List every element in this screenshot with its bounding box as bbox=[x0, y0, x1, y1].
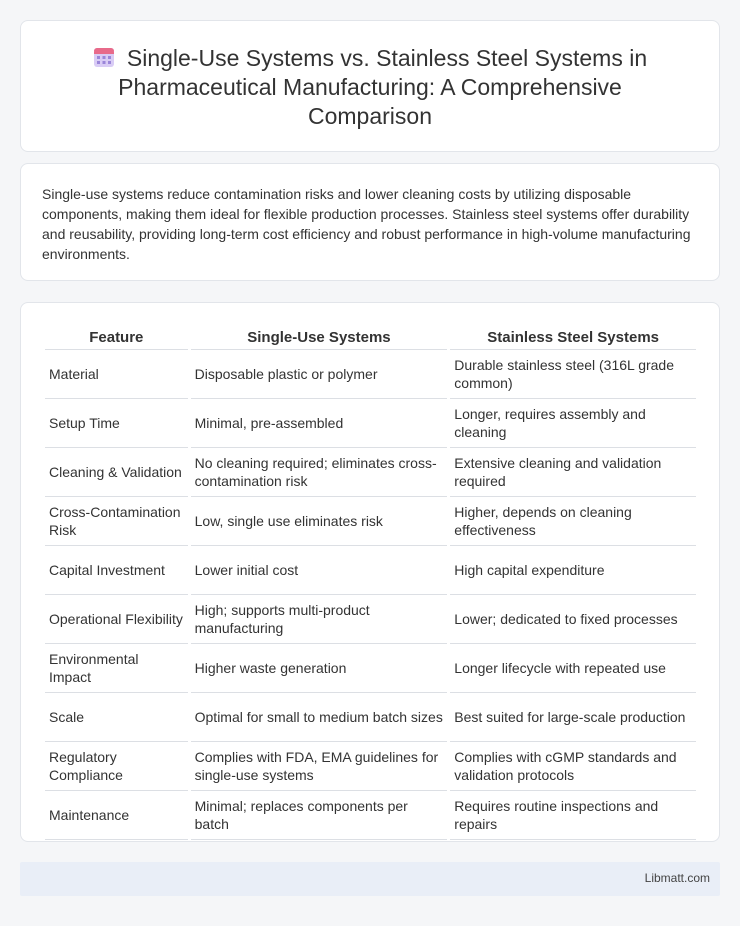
table-row bbox=[45, 448, 696, 497]
row-single-use: High; supports multi-product manufacturing bbox=[191, 595, 448, 644]
table-row bbox=[45, 693, 696, 742]
row-feature: Cross-Contamination Risk bbox=[45, 497, 188, 546]
page-title bbox=[21, 44, 719, 131]
row-feature: Environmental Impact bbox=[45, 644, 188, 693]
summary-text: Single-use systems reduce contamination risks and lower cleaning costs by utilizing disposable components, making them ideal for flexible production processes. Stainless steel systems offer durability and reusability, providing long-term cost efficiency and robust performance in high-volume manufacturing environments. bbox=[42, 186, 691, 262]
row-single-use: Disposable plastic or polymer bbox=[191, 350, 448, 399]
row-stainless-steel: Extensive cleaning and validation required bbox=[450, 448, 696, 497]
header-single-use: Single-Use Systems bbox=[191, 323, 448, 350]
row-feature: Maintenance bbox=[45, 791, 188, 840]
row-single-use: Low, single use eliminates risk bbox=[191, 497, 448, 546]
table-row bbox=[45, 399, 696, 448]
table-row bbox=[45, 350, 696, 399]
row-stainless-steel: Best suited for large-scale production bbox=[450, 693, 696, 742]
row-stainless-steel: Requires routine inspections and repairs bbox=[450, 791, 696, 840]
row-feature: Scale bbox=[45, 693, 188, 742]
row-single-use: Minimal; replaces components per batch bbox=[191, 791, 448, 840]
row-stainless-steel: High capital expenditure bbox=[450, 546, 696, 595]
row-stainless-steel: Longer lifecycle with repeated use bbox=[450, 644, 696, 693]
table-header-row bbox=[45, 323, 696, 350]
row-stainless-steel: Lower; dedicated to fixed processes bbox=[450, 595, 696, 644]
footer-site-link[interactable]: Libmatt.com bbox=[644, 871, 710, 885]
row-single-use: No cleaning required; eliminates cross-contamination risk bbox=[191, 448, 448, 497]
footer bbox=[20, 862, 720, 896]
row-stainless-steel: Durable stainless steel (316L grade common) bbox=[450, 350, 696, 399]
row-feature: Material bbox=[45, 350, 188, 399]
calendar-icon bbox=[93, 46, 115, 68]
row-single-use: Complies with FDA, EMA guidelines for single-use systems bbox=[191, 742, 448, 791]
row-stainless-steel: Higher, depends on cleaning effectiveness bbox=[450, 497, 696, 546]
table-row bbox=[45, 644, 696, 693]
title-card bbox=[20, 20, 720, 152]
table-row bbox=[45, 546, 696, 595]
table-row bbox=[45, 497, 696, 546]
row-stainless-steel: Longer, requires assembly and cleaning bbox=[450, 399, 696, 448]
row-stainless-steel: Complies with cGMP standards and validation protocols bbox=[450, 742, 696, 791]
row-feature: Setup Time bbox=[45, 399, 188, 448]
row-feature: Cleaning & Validation bbox=[45, 448, 188, 497]
row-single-use: Lower initial cost bbox=[191, 546, 448, 595]
header-stainless-steel: Stainless Steel Systems bbox=[450, 323, 696, 350]
summary-card bbox=[20, 163, 720, 281]
row-feature: Operational Flexibility bbox=[45, 595, 188, 644]
table-row bbox=[45, 595, 696, 644]
header-feature: Feature bbox=[45, 323, 188, 350]
row-single-use: Higher waste generation bbox=[191, 644, 448, 693]
row-single-use: Minimal, pre-assembled bbox=[191, 399, 448, 448]
table-row bbox=[45, 791, 696, 840]
row-feature: Capital Investment bbox=[45, 546, 188, 595]
table-row bbox=[45, 742, 696, 791]
row-single-use: Optimal for small to medium batch sizes bbox=[191, 693, 448, 742]
comparison-table bbox=[42, 323, 699, 840]
comparison-table-card bbox=[20, 302, 720, 842]
row-feature: Regulatory Compliance bbox=[45, 742, 188, 791]
page-title-text: Single-Use Systems vs. Stainless Steel Systems in Pharmaceutical Manufacturing: A Comprehensive Comparison bbox=[118, 45, 648, 129]
